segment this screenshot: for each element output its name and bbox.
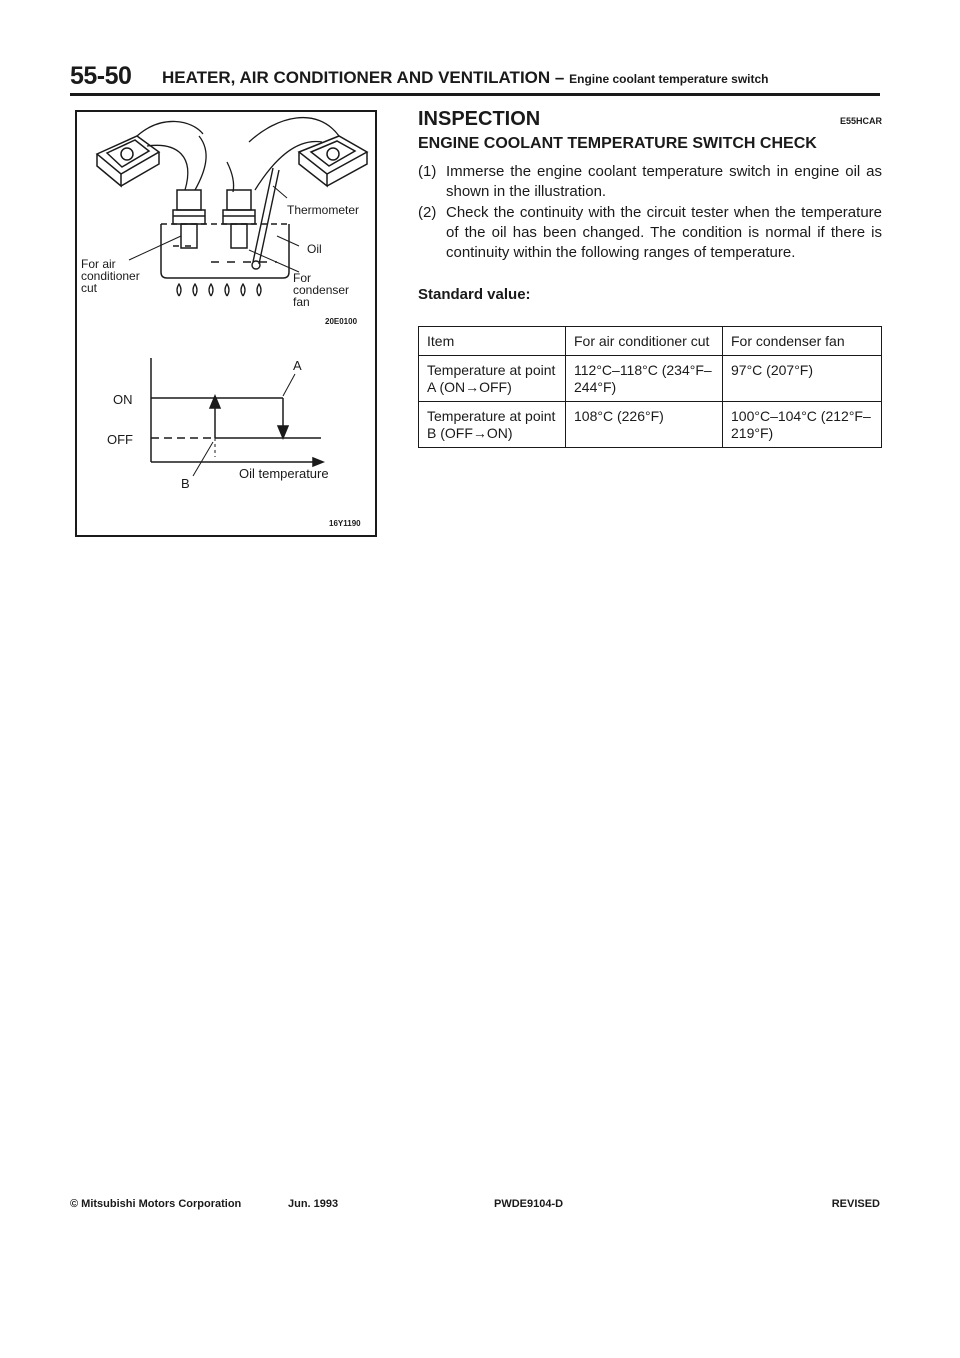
label-for-condenser-1: For <box>293 271 311 285</box>
label-oil: Oil <box>307 242 322 256</box>
procedure-steps <box>418 162 882 264</box>
label-thermometer: Thermometer <box>287 203 360 217</box>
table-header-cell: For air conditioner cut <box>566 327 723 356</box>
inspection-heading: INSPECTION <box>418 108 541 130</box>
oil-container <box>161 224 289 278</box>
label-for-condenser-3: fan <box>293 295 310 309</box>
thermometer <box>252 168 279 269</box>
header-rule <box>70 93 880 96</box>
graph-x-axis-label: Oil temperature <box>239 466 329 481</box>
inspection-code: E55HCAR <box>839 116 882 126</box>
coolant-temp-switch-left <box>173 190 205 248</box>
table-header-row <box>419 327 882 356</box>
table-row <box>419 356 882 402</box>
figure-box <box>75 110 377 537</box>
label-for-air-1: For air <box>81 257 116 271</box>
standard-value-table <box>418 326 882 448</box>
footer-doc-code: PWDE9104-D <box>494 1198 564 1210</box>
graph-label-on: ON <box>113 392 133 407</box>
label-for-condenser-2: condenser <box>293 283 350 297</box>
table-cell: Temperature at point B (OFF→ON) <box>419 402 566 448</box>
step-number: (1) <box>418 163 437 180</box>
step-text: Immerse the engine coolant temperature switch in engine oil as shown in the illustration. <box>446 163 882 200</box>
page-footer <box>70 1198 880 1214</box>
page-header <box>70 62 880 96</box>
table-row <box>419 402 882 448</box>
standard-value-label: Standard value: <box>418 286 531 303</box>
check-subheading: ENGINE COOLANT TEMPERATURE SWITCH CHECK <box>418 135 817 152</box>
graph-point-a: A <box>293 358 302 373</box>
footer-date: Jun. 1993 <box>288 1198 339 1210</box>
table-cell: 97°C (207°F) <box>723 356 882 402</box>
title-separator: – <box>554 68 565 87</box>
procedure-step <box>418 162 882 202</box>
graph-point-b: B <box>181 476 190 491</box>
graph-label-off: OFF <box>107 432 133 447</box>
table-header-cell: For condenser fan <box>723 327 882 356</box>
figure-illustration <box>77 112 379 539</box>
step-number: (2) <box>418 204 437 221</box>
label-for-air-2: conditioner <box>81 269 140 283</box>
figure-code-bottom: 16Y1190 <box>329 519 361 528</box>
heat-source <box>177 284 261 296</box>
table-cell: Temperature at point A (ON→OFF) <box>419 356 566 402</box>
table-cell: 112°C–118°C (234°F–244°F) <box>566 356 723 402</box>
switching-graph <box>151 358 323 476</box>
footer-status: REVISED <box>831 1198 880 1210</box>
section-subtitle: Engine coolant temperature switch <box>569 72 769 86</box>
label-for-air-3: cut <box>81 281 98 295</box>
procedure-step <box>418 203 882 263</box>
step-text: Check the continuity with the circuit tester when the temperature of the oil has been changed. The condition is normal if there is continuity within the following ranges of temperature. <box>446 204 882 261</box>
table-header-cell: Item <box>419 327 566 356</box>
page-number: 55-50 <box>70 62 132 90</box>
circuit-tester-right <box>299 136 367 186</box>
section-title: HEATER, AIR CONDITIONER AND VENTILATION <box>162 68 551 87</box>
table-cell: 100°C–104°C (212°F–219°F) <box>723 402 882 448</box>
coolant-temp-switch-right <box>223 190 255 248</box>
tester-leads <box>137 118 339 192</box>
table-cell: 108°C (226°F) <box>566 402 723 448</box>
footer-copyright: © Mitsubishi Motors Corporation <box>70 1198 242 1210</box>
page-title <box>162 68 768 88</box>
figure-code-top: 20E0100 <box>325 317 358 326</box>
circuit-tester-left <box>97 136 159 186</box>
